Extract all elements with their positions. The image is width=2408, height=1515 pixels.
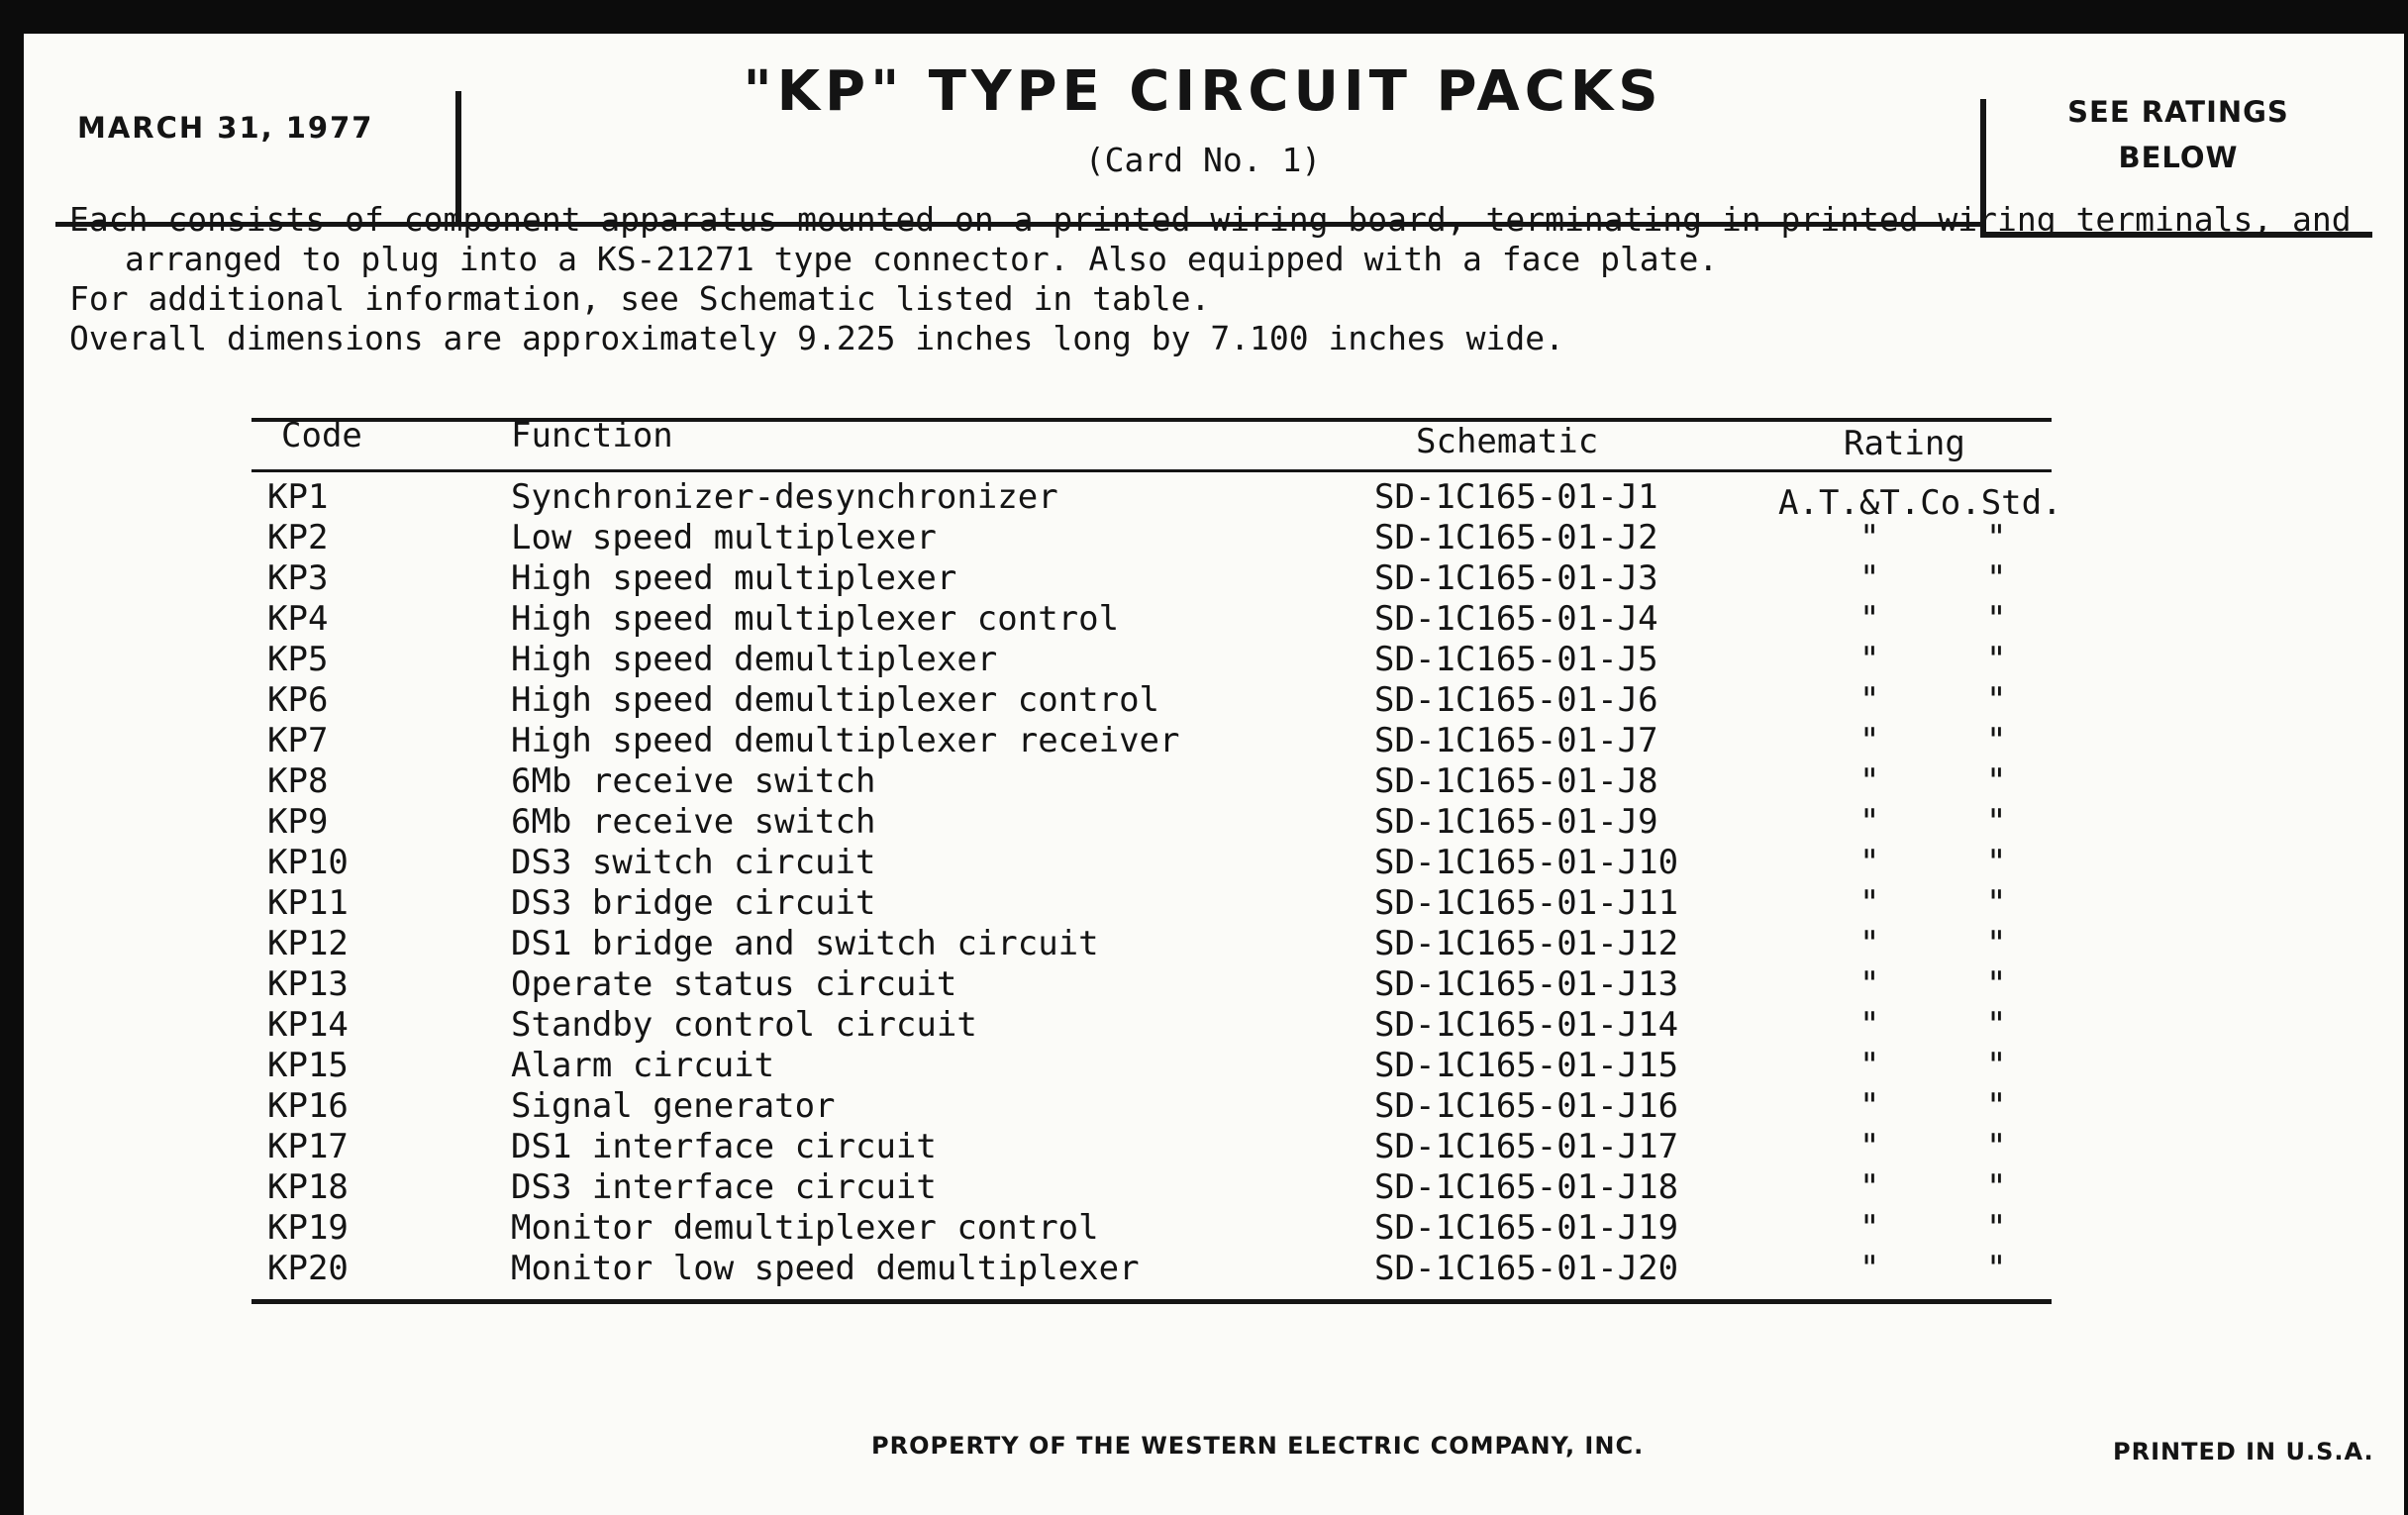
table-row <box>0 1086 2408 1126</box>
table-header-rule <box>251 469 2052 472</box>
row-code: KP15 <box>267 1046 349 1085</box>
row-rating-ditto: " <box>1859 1005 1880 1045</box>
row-rating-ditto: " <box>1986 1167 2007 1207</box>
row-schematic: SD-1C165-01-J16 <box>1374 1086 1679 1126</box>
row-rating-ditto: " <box>1859 680 1880 720</box>
row-function: Standby control circuit <box>511 1005 977 1045</box>
row-code: KP3 <box>267 558 329 598</box>
row-function: High speed demultiplexer control <box>511 680 1160 720</box>
row-code: KP20 <box>267 1249 349 1288</box>
property-notice: PROPERTY OF THE WESTERN ELECTRIC COMPANY, INC. <box>871 1432 1645 1460</box>
row-function: DS1 interface circuit <box>511 1127 937 1166</box>
row-rating-ditto: " <box>1859 1086 1880 1126</box>
row-function: DS3 interface circuit <box>511 1167 937 1207</box>
row-rating-ditto: " <box>1859 843 1880 882</box>
table-row <box>0 924 2408 963</box>
row-schematic: SD-1C165-01-J17 <box>1374 1127 1679 1166</box>
table-row <box>0 1249 2408 1288</box>
row-rating-ditto: " <box>1859 1127 1880 1166</box>
description-line: Each consists of component apparatus mounted on a printed wiring board, terminating in printed wiring terminals, and <box>69 200 2352 239</box>
col-header-code: Code <box>281 416 362 455</box>
table-row <box>0 1127 2408 1166</box>
card-date: MARCH 31, 1977 <box>77 111 374 145</box>
row-rating-ditto: " <box>1859 558 1880 598</box>
table-row <box>0 518 2408 557</box>
row-schematic: SD-1C165-01-J1 <box>1374 477 1658 517</box>
col-header-schematic: Schematic <box>1416 422 1599 461</box>
table-row <box>0 721 2408 760</box>
row-code: KP6 <box>267 680 329 720</box>
row-schematic: SD-1C165-01-J20 <box>1374 1249 1679 1288</box>
row-function: Signal generator <box>511 1086 836 1126</box>
row-rating-ditto: " <box>1859 964 1880 1004</box>
description-line: Overall dimensions are approximately 9.225 inches long by 7.100 inches wide. <box>69 319 1564 357</box>
table-row <box>0 558 2408 598</box>
row-schematic: SD-1C165-01-J5 <box>1374 640 1658 679</box>
row-rating-ditto: " <box>1986 1086 2007 1126</box>
row-rating-ditto: " <box>1986 964 2007 1004</box>
row-code: KP9 <box>267 802 329 842</box>
row-rating-ditto: " <box>1986 640 2007 679</box>
row-function: High speed demultiplexer receiver <box>511 721 1180 760</box>
row-code: KP11 <box>267 883 349 923</box>
ratings-note-line2: BELOW <box>2118 141 2239 174</box>
row-code: KP2 <box>267 518 329 557</box>
table-row <box>0 964 2408 1004</box>
row-schematic: SD-1C165-01-J12 <box>1374 924 1679 963</box>
row-code: KP10 <box>267 843 349 882</box>
row-code: KP16 <box>267 1086 349 1126</box>
col-header-function: Function <box>511 416 673 455</box>
row-code: KP5 <box>267 640 329 679</box>
row-code: KP1 <box>267 477 329 517</box>
row-code: KP19 <box>267 1208 349 1248</box>
card-number: (Card No. 1) <box>1084 141 1322 179</box>
description-line: For additional information, see Schematic listed in table. <box>69 279 1211 318</box>
row-rating-ditto: " <box>1859 721 1880 760</box>
row-code: KP8 <box>267 761 329 801</box>
row-schematic: SD-1C165-01-J10 <box>1374 843 1679 882</box>
row-function: Low speed multiplexer <box>511 518 937 557</box>
row-function: High speed multiplexer control <box>511 599 1120 639</box>
row-function: DS1 bridge and switch circuit <box>511 924 1099 963</box>
row-schematic: SD-1C165-01-J11 <box>1374 883 1679 923</box>
description-line: arranged to plug into a KS-21271 type connector. Also equipped with a face plate. <box>125 240 1719 278</box>
row-schematic: SD-1C165-01-J19 <box>1374 1208 1679 1248</box>
row-rating-ditto: " <box>1986 883 2007 923</box>
row-code: KP18 <box>267 1167 349 1207</box>
row-schematic: SD-1C165-01-J9 <box>1374 802 1658 842</box>
row-rating: A.T.&T.Co.Std. <box>1778 483 2062 523</box>
row-function: High speed demultiplexer <box>511 640 998 679</box>
row-function: High speed multiplexer <box>511 558 957 598</box>
table-row <box>0 1208 2408 1248</box>
table-bottom-rule <box>251 1299 2052 1304</box>
row-rating-ditto: " <box>1859 518 1880 557</box>
row-schematic: SD-1C165-01-J6 <box>1374 680 1658 720</box>
row-schematic: SD-1C165-01-J8 <box>1374 761 1658 801</box>
row-rating-ditto: " <box>1859 1249 1880 1288</box>
row-rating-ditto: " <box>1986 1249 2007 1288</box>
row-rating-ditto: " <box>1859 640 1880 679</box>
table-row <box>0 640 2408 679</box>
row-schematic: SD-1C165-01-J4 <box>1374 599 1658 639</box>
table-row <box>0 477 2408 523</box>
printed-notice: PRINTED IN U.S.A. <box>2113 1438 2374 1465</box>
row-code: KP13 <box>267 964 349 1004</box>
table-row <box>0 802 2408 842</box>
row-code: KP4 <box>267 599 329 639</box>
row-code: KP14 <box>267 1005 349 1045</box>
ratings-note <box>2020 89 2337 180</box>
row-rating-ditto: " <box>1986 558 2007 598</box>
row-function: 6Mb receive switch <box>511 761 876 801</box>
row-rating-ditto: " <box>1986 721 2007 760</box>
row-rating-ditto: " <box>1986 518 2007 557</box>
row-rating-ditto: " <box>1986 1208 2007 1248</box>
table-row <box>0 1046 2408 1085</box>
row-rating-ditto: " <box>1859 1167 1880 1207</box>
col-header-rating: Rating <box>1844 424 1965 463</box>
row-function: DS3 bridge circuit <box>511 883 876 923</box>
table-row <box>0 680 2408 720</box>
row-rating-ditto: " <box>1986 1005 2007 1045</box>
table-row <box>0 883 2408 923</box>
page-title: "KP" TYPE CIRCUIT PACKS <box>743 59 1663 124</box>
row-function: DS3 switch circuit <box>511 843 876 882</box>
table-row <box>0 599 2408 639</box>
row-schematic: SD-1C165-01-J14 <box>1374 1005 1679 1045</box>
row-rating-ditto: " <box>1859 883 1880 923</box>
row-rating-ditto: " <box>1859 802 1880 842</box>
row-rating-ditto: " <box>1859 599 1880 639</box>
table-row <box>0 1167 2408 1207</box>
ratings-note-line1: SEE RATINGS <box>2067 95 2289 129</box>
row-function: Alarm circuit <box>511 1046 775 1085</box>
row-function: Operate status circuit <box>511 964 957 1004</box>
row-rating-ditto: " <box>1859 924 1880 963</box>
row-function: 6Mb receive switch <box>511 802 876 842</box>
row-schematic: SD-1C165-01-J13 <box>1374 964 1679 1004</box>
table-row <box>0 1005 2408 1045</box>
row-schematic: SD-1C165-01-J2 <box>1374 518 1658 557</box>
row-function: Monitor low speed demultiplexer <box>511 1249 1140 1288</box>
row-rating-ditto: " <box>1986 802 2007 842</box>
row-schematic: SD-1C165-01-J7 <box>1374 721 1658 760</box>
row-function: Synchronizer-desynchronizer <box>511 477 1058 517</box>
table-row <box>0 843 2408 882</box>
row-function: Monitor demultiplexer control <box>511 1208 1099 1248</box>
row-code: KP7 <box>267 721 329 760</box>
row-schematic: SD-1C165-01-J15 <box>1374 1046 1679 1085</box>
row-schematic: SD-1C165-01-J3 <box>1374 558 1658 598</box>
table-row <box>0 761 2408 801</box>
row-rating-ditto: " <box>1986 1127 2007 1166</box>
row-rating-ditto: " <box>1859 761 1880 801</box>
row-rating-ditto: " <box>1986 761 2007 801</box>
row-rating-ditto: " <box>1859 1208 1880 1248</box>
row-rating-ditto: " <box>1986 924 2007 963</box>
row-rating-ditto: " <box>1986 1046 2007 1085</box>
row-code: KP17 <box>267 1127 349 1166</box>
row-rating-ditto: " <box>1986 599 2007 639</box>
row-rating-ditto: " <box>1986 680 2007 720</box>
row-code: KP12 <box>267 924 349 963</box>
row-rating-ditto: " <box>1859 1046 1880 1085</box>
row-rating-ditto: " <box>1986 843 2007 882</box>
row-schematic: SD-1C165-01-J18 <box>1374 1167 1679 1207</box>
description <box>69 200 2352 358</box>
